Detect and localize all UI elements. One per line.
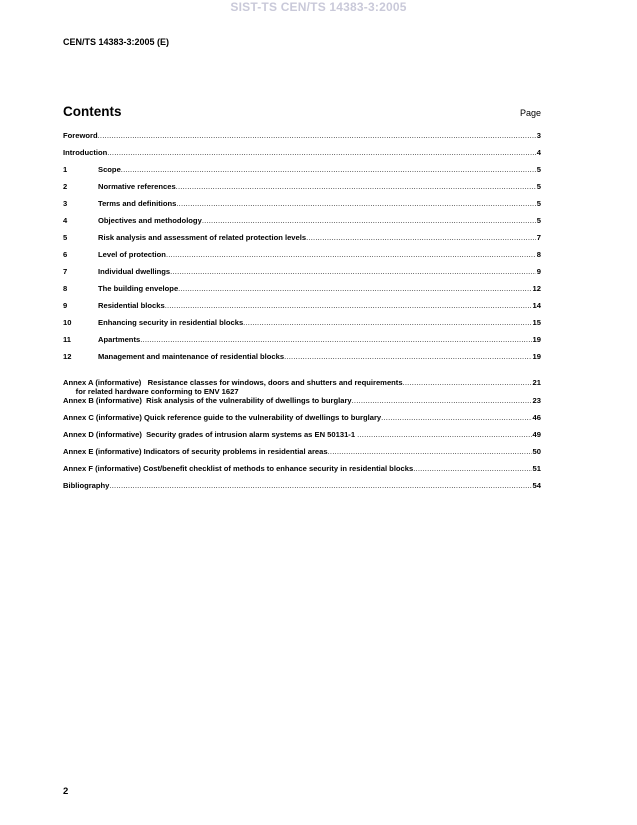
toc-entry-annex-b[interactable] bbox=[63, 396, 541, 413]
toc-page: 5 bbox=[536, 199, 541, 208]
toc-page: 19 bbox=[532, 335, 541, 344]
dot-leader bbox=[109, 481, 531, 490]
toc-number: 3 bbox=[63, 199, 68, 208]
table-of-contents bbox=[63, 131, 541, 498]
dot-leader bbox=[170, 267, 536, 276]
dot-leader bbox=[107, 148, 535, 157]
toc-title: Annex B (informative) Risk analysis of the vulnerability of dwellings to burglary bbox=[63, 396, 352, 405]
toc-number: 5 bbox=[63, 233, 68, 242]
toc-number: 9 bbox=[63, 301, 68, 310]
dot-leader bbox=[165, 301, 532, 310]
toc-page: 5 bbox=[536, 182, 541, 191]
toc-title: The building envelope bbox=[98, 284, 179, 293]
toc-title: Management and maintenance of residential blocks bbox=[98, 352, 285, 361]
toc-title: Individual dwellings bbox=[98, 267, 171, 276]
toc-entry-annex-f[interactable] bbox=[63, 464, 541, 481]
toc-title: Annex C (informative) Quick reference guide to the vulnerability of dwellings to burglary bbox=[63, 413, 382, 422]
toc-title: Scope bbox=[98, 165, 121, 174]
toc-entry-annex-a[interactable] bbox=[63, 369, 541, 396]
toc-page: 14 bbox=[532, 301, 541, 310]
page-number: 2 bbox=[63, 786, 69, 797]
toc-page: 46 bbox=[532, 413, 541, 422]
toc-number: 1 bbox=[63, 165, 68, 174]
toc-entry-residential-blocks[interactable] bbox=[63, 301, 541, 318]
toc-page: 7 bbox=[536, 233, 541, 242]
toc-entry-management-and-maintenance[interactable] bbox=[63, 352, 541, 369]
toc-entry-enhancing-security[interactable] bbox=[63, 318, 541, 335]
toc-page: 12 bbox=[532, 284, 541, 293]
dot-leader bbox=[176, 199, 535, 208]
toc-page: 4 bbox=[536, 148, 541, 157]
dot-leader bbox=[166, 250, 536, 259]
toc-title: Risk analysis and assessment of related protection levels bbox=[98, 233, 307, 242]
toc-page: 8 bbox=[536, 250, 541, 259]
toc-entry-foreword[interactable] bbox=[63, 131, 541, 148]
toc-page: 49 bbox=[532, 430, 541, 439]
toc-number: 6 bbox=[63, 250, 68, 259]
page-column-label: Page bbox=[519, 108, 541, 118]
dot-leader bbox=[381, 413, 531, 422]
dot-leader bbox=[403, 378, 532, 387]
dot-leader bbox=[202, 216, 536, 225]
dot-leader bbox=[178, 284, 531, 293]
toc-title: Apartments bbox=[98, 335, 141, 344]
dot-leader bbox=[243, 318, 531, 327]
toc-entry-annex-d[interactable] bbox=[63, 430, 541, 447]
contents-heading: Contents bbox=[63, 104, 122, 119]
toc-title: Residential blocks bbox=[98, 301, 165, 310]
toc-page: 21 bbox=[532, 378, 541, 387]
toc-number: 10 bbox=[63, 318, 72, 327]
toc-page: 51 bbox=[532, 464, 541, 473]
dot-leader bbox=[98, 131, 536, 140]
toc-title: Enhancing security in residential blocks bbox=[98, 318, 244, 327]
toc-entry-annex-e[interactable] bbox=[63, 447, 541, 464]
toc-title bbox=[63, 378, 403, 396]
toc-title: Annex E (informative) Indicators of security problems in residential areas bbox=[63, 447, 328, 456]
dot-leader bbox=[413, 464, 531, 473]
toc-title: Bibliography bbox=[63, 481, 110, 490]
toc-title-line: for related hardware conforming to ENV 1627 bbox=[63, 387, 239, 396]
toc-page: 15 bbox=[532, 318, 541, 327]
dot-leader bbox=[328, 447, 532, 456]
document-identifier: CEN/TS 14383-3:2005 (E) bbox=[63, 37, 170, 47]
dot-leader bbox=[121, 165, 536, 174]
toc-number: 8 bbox=[63, 284, 68, 293]
toc-entry-risk-analysis[interactable] bbox=[63, 233, 541, 250]
toc-entry-apartments[interactable] bbox=[63, 335, 541, 352]
toc-page: 5 bbox=[536, 165, 541, 174]
toc-title: Level of protection bbox=[98, 250, 166, 259]
toc-entry-annex-c[interactable] bbox=[63, 413, 541, 430]
toc-number: 4 bbox=[63, 216, 68, 225]
toc-page: 19 bbox=[532, 352, 541, 361]
toc-page: 50 bbox=[532, 447, 541, 456]
toc-title: Objectives and methodology bbox=[98, 216, 202, 225]
watermark: SIST-TS CEN/TS 14383-3:2005 bbox=[230, 0, 407, 14]
dot-leader bbox=[140, 335, 531, 344]
toc-number: 2 bbox=[63, 182, 68, 191]
toc-page: 23 bbox=[532, 396, 541, 405]
toc-title: Terms and definitions bbox=[98, 199, 177, 208]
toc-title: Normative references bbox=[98, 182, 176, 191]
toc-number: 12 bbox=[63, 352, 72, 361]
toc-entry-bibliography[interactable] bbox=[63, 481, 541, 498]
toc-entry-normative-references[interactable] bbox=[63, 182, 541, 199]
toc-title: Annex D (informative) Security grades of intrusion alarm systems as EN 50131-1 bbox=[63, 430, 358, 439]
toc-entry-terms-and-definitions[interactable] bbox=[63, 199, 541, 216]
toc-entry-level-of-protection[interactable] bbox=[63, 250, 541, 267]
toc-entry-introduction[interactable] bbox=[63, 148, 541, 165]
toc-page: 3 bbox=[536, 131, 541, 140]
dot-leader bbox=[306, 233, 536, 242]
toc-page: 5 bbox=[536, 216, 541, 225]
toc-entry-building-envelope[interactable] bbox=[63, 284, 541, 301]
toc-entry-objectives-and-methodology[interactable] bbox=[63, 216, 541, 233]
toc-page: 9 bbox=[536, 267, 541, 276]
toc-title-line: Annex A (informative) Resistance classes for windows, doors and shutters and requirements bbox=[63, 378, 403, 387]
dot-leader bbox=[352, 396, 532, 405]
dot-leader bbox=[176, 182, 536, 191]
toc-number: 11 bbox=[63, 335, 72, 344]
toc-page: 54 bbox=[532, 481, 541, 490]
dot-leader bbox=[284, 352, 531, 361]
dot-leader bbox=[357, 430, 531, 439]
toc-title: Annex F (informative) Cost/benefit checklist of methods to enhance security in residential blocks bbox=[63, 464, 414, 473]
toc-title: Introduction bbox=[63, 148, 108, 157]
toc-title: Foreword bbox=[63, 131, 98, 140]
toc-entry-scope[interactable] bbox=[63, 165, 541, 182]
toc-number: 7 bbox=[63, 267, 68, 276]
toc-entry-individual-dwellings[interactable] bbox=[63, 267, 541, 284]
